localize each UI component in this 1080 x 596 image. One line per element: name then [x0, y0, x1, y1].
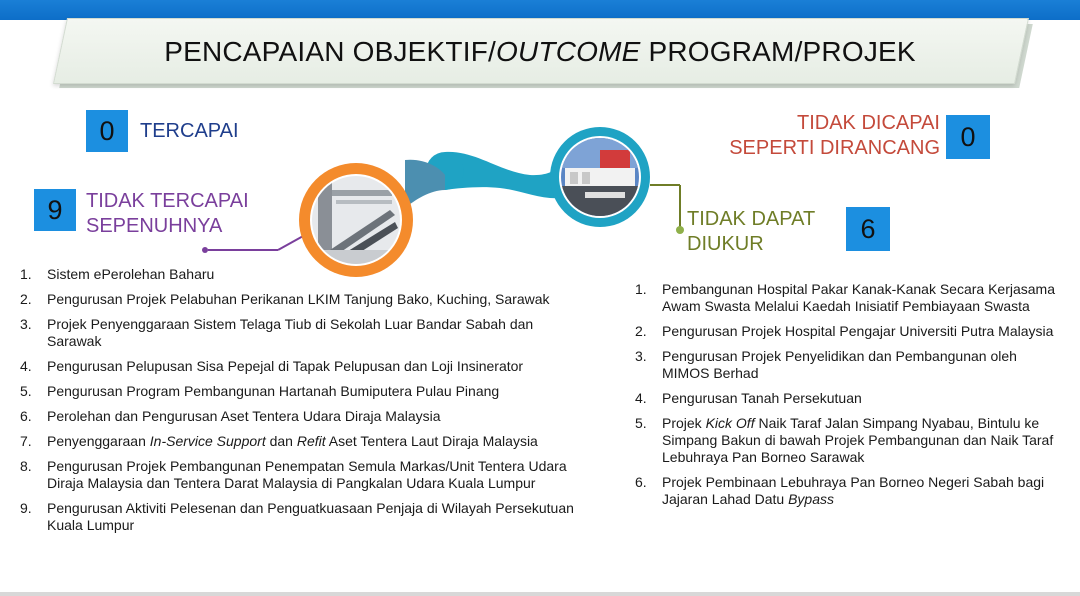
list-item: [635, 390, 1055, 407]
list-item-text: Projek: [662, 415, 706, 431]
list-item: [20, 408, 580, 425]
building-photo-left: [312, 176, 400, 264]
olive-connector-dot: [676, 226, 684, 234]
list-item-text: Aset Tentera Laut Diraja Malaysia: [325, 433, 538, 449]
list-item-number: 3.: [635, 348, 647, 364]
list-item-text: Pengurusan Pelupusan Sisa Pepejal di Tapak Pelupusan dan Loji Insinerator: [47, 358, 524, 374]
list-item-text: Penyenggaraan: [47, 433, 150, 449]
tidak-dicapai-label-line2: SEPERTI DIRANCANG: [729, 137, 940, 159]
tidak-dicapai-count-badge: 0: [946, 115, 990, 159]
list-item-number: 2.: [20, 291, 32, 307]
list-item: [635, 415, 1055, 466]
list-item-number: 1.: [20, 266, 32, 282]
list-item-italic: Bypass: [788, 491, 835, 507]
list-item-number: 5.: [20, 383, 32, 399]
list-item-text: Pengurusan Projek Penyelidikan dan Pembangunan oleh MIMOS Berhad: [662, 348, 1017, 381]
list-item-number: 8.: [20, 458, 32, 474]
list-item: [20, 358, 580, 375]
tidak-tercapai-label-line1: TIDAK TERCAPAI: [86, 190, 249, 212]
list-item: [20, 500, 580, 534]
list-item-number: 4.: [635, 390, 647, 406]
list-item-number: 2.: [635, 323, 647, 339]
list-item-text: Projek Penyenggaraan Sistem Telaga Tiub di Sekolah Luar Bandar Sabah dan Sarawak: [47, 316, 534, 349]
list-item-text: Pembangunan Hospital Pakar Kanak-Kanak Secara Kerjasama Awam Swasta Melalui Kaedah Inisiatif Pembiayaan Swasta: [662, 281, 1056, 314]
list-item: [20, 291, 580, 308]
list-item-number: 6.: [20, 408, 32, 424]
list-item-text: Pengurusan Projek Pelabuhan Perikanan LKIM Tanjung Bako, Kuching, Sarawak: [47, 291, 550, 307]
title-italic: OUTCOME: [496, 36, 641, 67]
list-item: [20, 433, 580, 450]
list-item-italic: In-Service Support: [149, 433, 266, 449]
list-item-number: 6.: [635, 474, 647, 490]
tidak-dapat-count-badge: 6: [846, 207, 890, 251]
list-item: [20, 383, 580, 400]
list-item: [635, 323, 1055, 340]
list-item-text: Pengurusan Projek Pembangunan Penempatan Semula Markas/Unit Tentera Udara Diraja Malaysia dan Tentera Darat Malaysia di Pangkalan Udara Kuala Lumpur: [47, 458, 567, 491]
list-item-number: 7.: [20, 433, 32, 449]
title-part1: PENCAPAIAN OBJEKTIF/: [164, 36, 496, 67]
tidak-dapat-label-line1: TIDAK DAPAT: [687, 208, 816, 230]
tidak-dicapai-label-line1: TIDAK DICAPAI: [797, 112, 940, 134]
tercapai-label: TERCAPAI: [140, 120, 239, 142]
list-item: [635, 348, 1055, 382]
list-item-text: dan: [265, 433, 297, 449]
list-item-italic: Kick Off: [705, 415, 755, 431]
list-item-text: Pengurusan Aktiviti Pelesenan dan Penguatkuasaan Penjaja di Wilayah Persekutuan Kuala Lumpur: [47, 500, 574, 533]
list-item-text: Pengurusan Tanah Persekutuan: [662, 390, 862, 406]
list-item-number: 1.: [635, 281, 647, 297]
tidak-dapat-label-line2: DIUKUR: [687, 233, 764, 255]
tidak-tercapai-count-badge: 9: [34, 189, 76, 231]
right-project-list: [635, 281, 1055, 508]
list-item: [20, 266, 580, 283]
list-item-number: 4.: [20, 358, 32, 374]
left-project-list: [20, 266, 580, 534]
list-item-text: Sistem ePerolehan Baharu: [47, 266, 215, 282]
list-item: [635, 474, 1055, 508]
tidak-tercapai-label-line2: SEPENUHNYA: [86, 215, 223, 237]
purple-connector-dot: [202, 247, 208, 253]
list-item: [20, 316, 580, 350]
list-item-text: Pengurusan Projek Hospital Pengajar Universiti Putra Malaysia: [662, 323, 1054, 339]
list-item-text: Pengurusan Program Pembangunan Hartanah Bumiputera Pulau Pinang: [47, 383, 500, 399]
bottom-border: [0, 592, 1080, 596]
tercapai-count-badge: 0: [86, 110, 128, 152]
list-item-italic: Refit: [296, 433, 326, 449]
list-item-number: 5.: [635, 415, 647, 431]
list-item-text: Naik Taraf Jalan Simpang Nyabau, Bintulu ke Simpang Bakun di bawah Projek Pembangunan dan Naik Taraf Lebuhraya Pan Borneo Sarawak: [662, 415, 1054, 465]
list-item: [635, 281, 1055, 315]
title-part2: PROGRAM/PROJEK: [640, 36, 916, 67]
list-item-text: Perolehan dan Pengurusan Aset Tentera Udara Diraja Malaysia: [47, 408, 441, 424]
list-item: [20, 458, 580, 492]
purple-connector-diagonal: [278, 235, 305, 250]
list-item-number: 9.: [20, 500, 32, 516]
list-item-number: 3.: [20, 316, 32, 332]
list-item-text: Projek Pembinaan Lebuhraya Pan Borneo Negeri Sabah bagi Jajaran Lahad Datu: [662, 474, 1045, 507]
